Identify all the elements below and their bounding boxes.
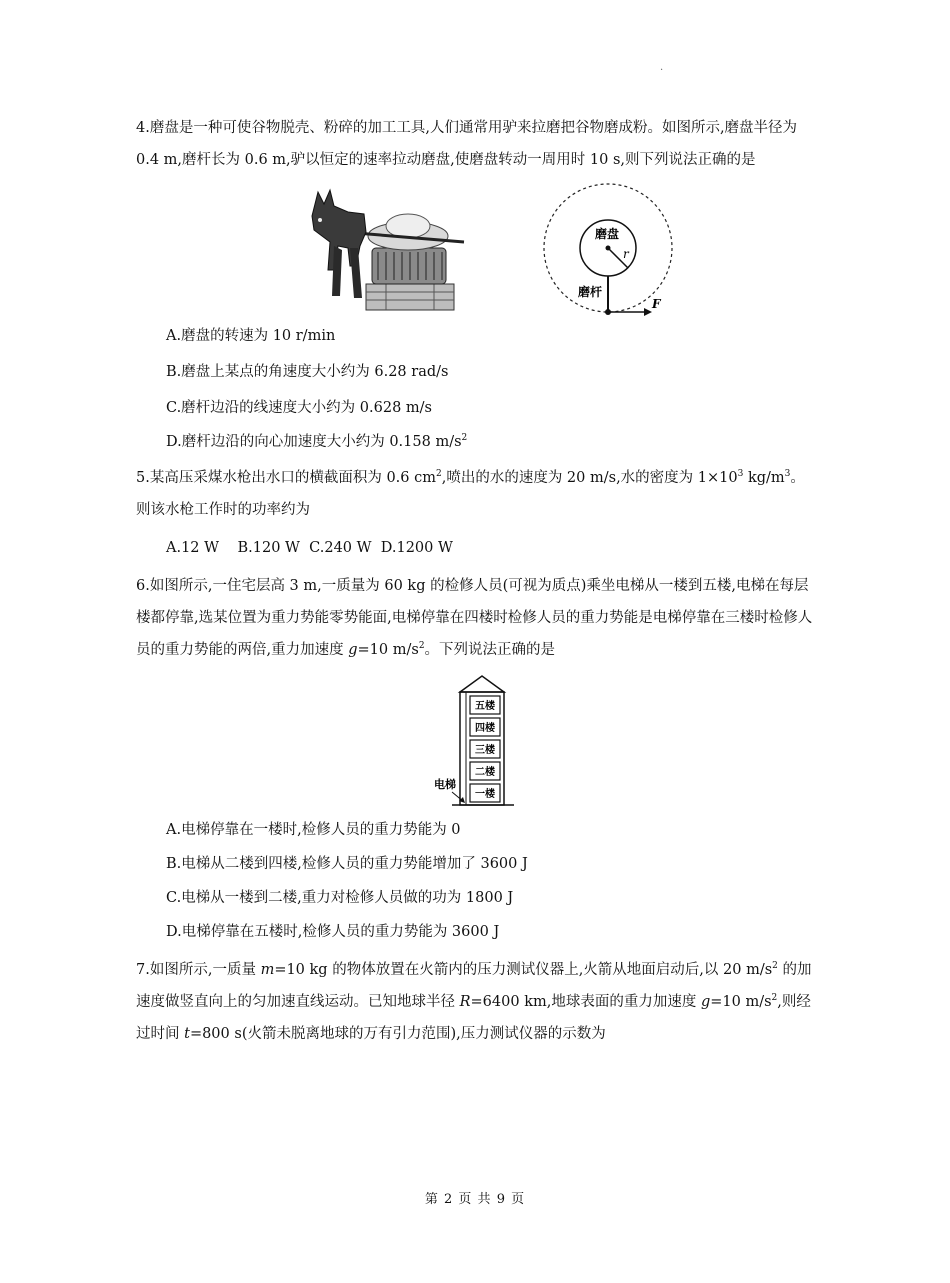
- label-mill-disk: 磨盘: [595, 227, 620, 241]
- q5-options: A.12 W B.120 W C.240 W D.1200 W: [166, 540, 453, 556]
- q6-option-a: A.电梯停靠在一楼时,检修人员的重力势能为 0: [166, 822, 461, 838]
- floor-label-2: 二楼: [475, 767, 495, 778]
- floor-label-3: 三楼: [475, 745, 495, 756]
- label-mill-rod: 磨杆: [578, 285, 603, 299]
- q4-option-c: C.磨杆边沿的线速度大小约为 0.628 m/s: [166, 400, 432, 416]
- q6-option-c: C.电梯从一楼到二楼,重力对检修人员做的功为 1800 J: [166, 890, 514, 906]
- q6-stem: 6.如图所示,一住宅层高 3 m,一质量为 60 kg 的检修人员(可视为质点)乘坐电梯从一楼到五楼,电梯在每层楼都停靠,选某位置为重力势能零势能面,电梯停靠在四楼时检修人员的重力势能是电梯停靠在三楼时检修人员的重力势能的两倍,重力加速度 g=10 $m/s^2$。下列说法正确的是: [136, 578, 813, 658]
- donkey-mill-illustration: [304, 186, 474, 314]
- floor-label-4: 四楼: [475, 723, 495, 734]
- floor-label-1: 一楼: [475, 789, 495, 800]
- label-force: F: [652, 297, 661, 311]
- page-footer: 第 2 页 共 9 页: [424, 1192, 526, 1207]
- q4-stem: 4.磨盘是一种可使谷物脱壳、粉碎的加工工具,人们通常用驴来拉磨把谷物磨成粉。如图所示,磨盘半径为 0.4 m,磨杆长为 0.6 m,驴以恒定的速率拉动磨盘,使磨盘转动一周用时 10 s,则下列说法正确的是: [136, 120, 798, 168]
- building-diagram: [430, 672, 530, 812]
- q6-option-b: B.电梯从二楼到四楼,检修人员的重力势能增加了 3600 J: [166, 856, 528, 872]
- q4-option-d: D.磨杆边沿的向心加速度大小约为 0.158 $m/s^2$: [166, 433, 468, 450]
- corner-mark: .: [660, 62, 664, 73]
- q4-option-a: A.磨盘的转速为 10 r/min: [166, 328, 336, 344]
- q4-option-b: B.磨盘上某点的角速度大小约为 6.28 rad/s: [166, 364, 449, 380]
- q7-stem: 7.如图所示,一质量 m=10 kg 的物体放置在火箭内的压力测试仪器上,火箭从地面启动后,以 20 $m/s^2$ 的加速度做竖直向上的匀加速直线运动。已知地球半径 R=6400 km,地球表面的重力加速度 g=10 $m/s^2$,则经过时间 t=800 s(火箭未脱离地球的万有引力范围),压力测试仪器的示数为: [136, 961, 812, 1042]
- elevator-label: 电梯: [434, 778, 456, 791]
- floor-label-5: 五楼: [475, 701, 495, 712]
- label-radius: r: [623, 247, 629, 261]
- q6-option-d: D.电梯停靠在五楼时,检修人员的重力势能为 3600 J: [166, 924, 500, 940]
- q5-stem: 5.某高压采煤水枪出水口的横截面积为 0.6 $cm^2$,喷出的水的速度为 20 m/s,水的密度为 $1\times 10^3$ $kg/m^3$。则该水枪工作时的功率约为: [136, 469, 805, 518]
- mill-circle-diagram: [540, 180, 700, 320]
